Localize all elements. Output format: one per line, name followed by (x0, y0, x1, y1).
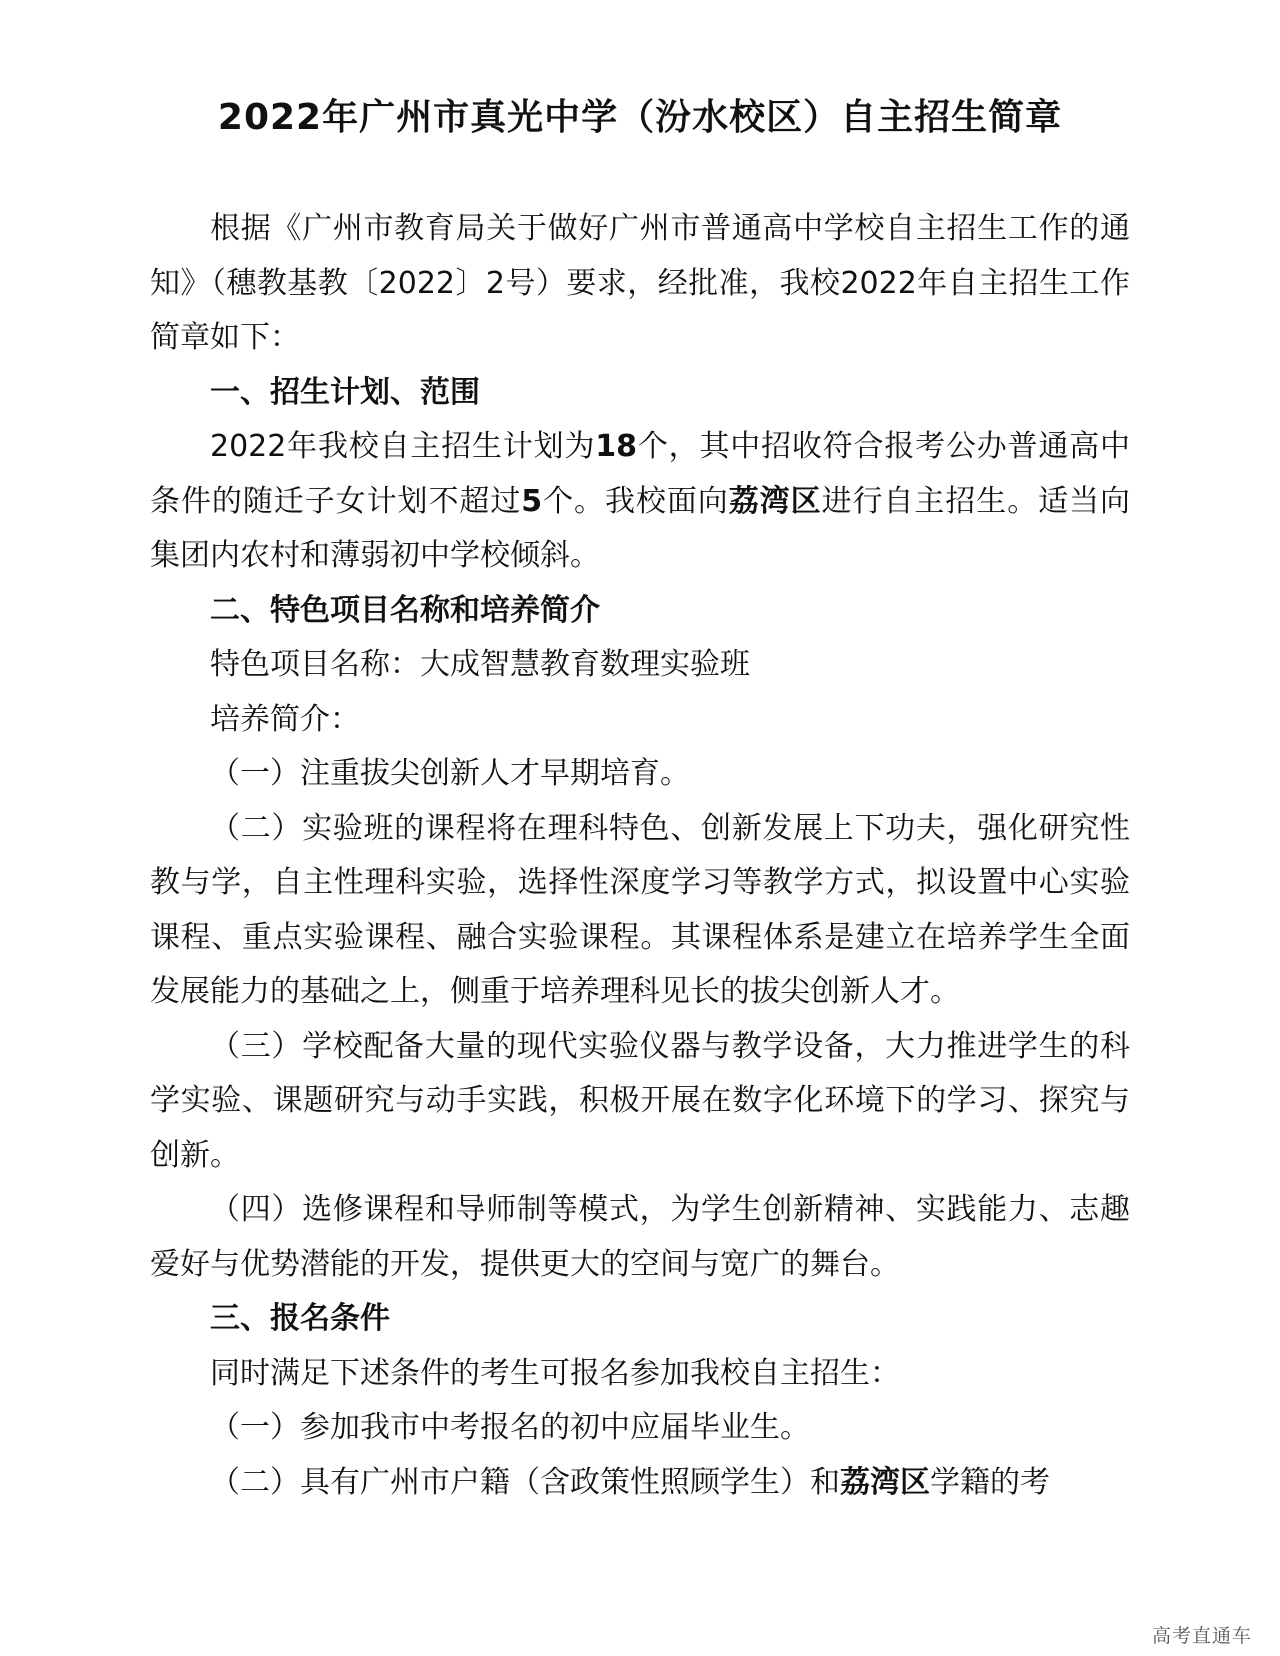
eligibility-intro: 同时满足下述条件的考生可报名参加我校自主招生： (210, 1355, 900, 1391)
quota-migrant: 5 (521, 483, 543, 519)
training-item-4: （四）选修课程和导师制等模式，为学生创新精神、实践能力、志趣爱好与优势潜能的开发，提供更大的空间与宽广的舞台。 (150, 1192, 1130, 1282)
district-name: 荔湾区 (728, 483, 822, 519)
eligibility-item-1: （一）参加我市中考报名的初中应届毕业生。 (210, 1410, 810, 1445)
training-item-3: （三）学校配备大量的现代实验仪器与教学设备，大力推进学生的科学实验、课题研究与动手实践，积极开展在数字化环境下的学习、探究与创新。 (150, 1028, 1130, 1173)
section-3-heading: 三、报名条件 (210, 1301, 390, 1336)
training-item-1: （一）注重拔尖创新人才早期培育。 (210, 756, 690, 791)
training-label: 培养简介： (210, 701, 360, 737)
section-1-heading: 一、招生计划、范围 (210, 374, 480, 410)
document-title: 2022年广州市真光中学（汾水校区）自主招生简章 (217, 97, 1063, 138)
intro-paragraph: 根据《广州市教育局关于做好广州市普通高中学校自主招生工作的通知》（穗教基教〔2022〕2号）要求，经批准，我校2022年自主招生工作简章如下： (150, 211, 1130, 355)
district-name: 荔湾区 (840, 1464, 930, 1500)
training-item-2: （二）实验班的课程将在理科特色、创新发展上下功夫，强化研究性教与学，自主性理科实验，选择性深度学习等教学方式，拟设置中心实验课程、重点实验课程、融合实验课程。其课程体系是建立在培养学生全面发展能力的基础之上，侧重于培养理科见长的拔尖创新人才。 (150, 810, 1130, 1009)
quota-total: 18 (595, 429, 638, 464)
watermark: 高考直通车 (1151, 1625, 1252, 1647)
project-name: 特色项目名称：大成智慧教育数理实验班 (210, 647, 750, 682)
section-2-heading: 二、特色项目名称和培养简介 (210, 592, 600, 628)
section-1-paragraph: 2022年我校自主招生计划为18个，其中招收符合报考公办普通高中条件的随迁子女计划不超过5个。我校面向荔湾区进行自主招生。适当向集团内农村和薄弱初中学校倾斜。 (150, 429, 1131, 573)
eligibility-item-2: （二）具有广州市户籍（含政策性照顾学生）和荔湾区学籍的考 (210, 1464, 1050, 1500)
document-body (150, 202, 1130, 1510)
